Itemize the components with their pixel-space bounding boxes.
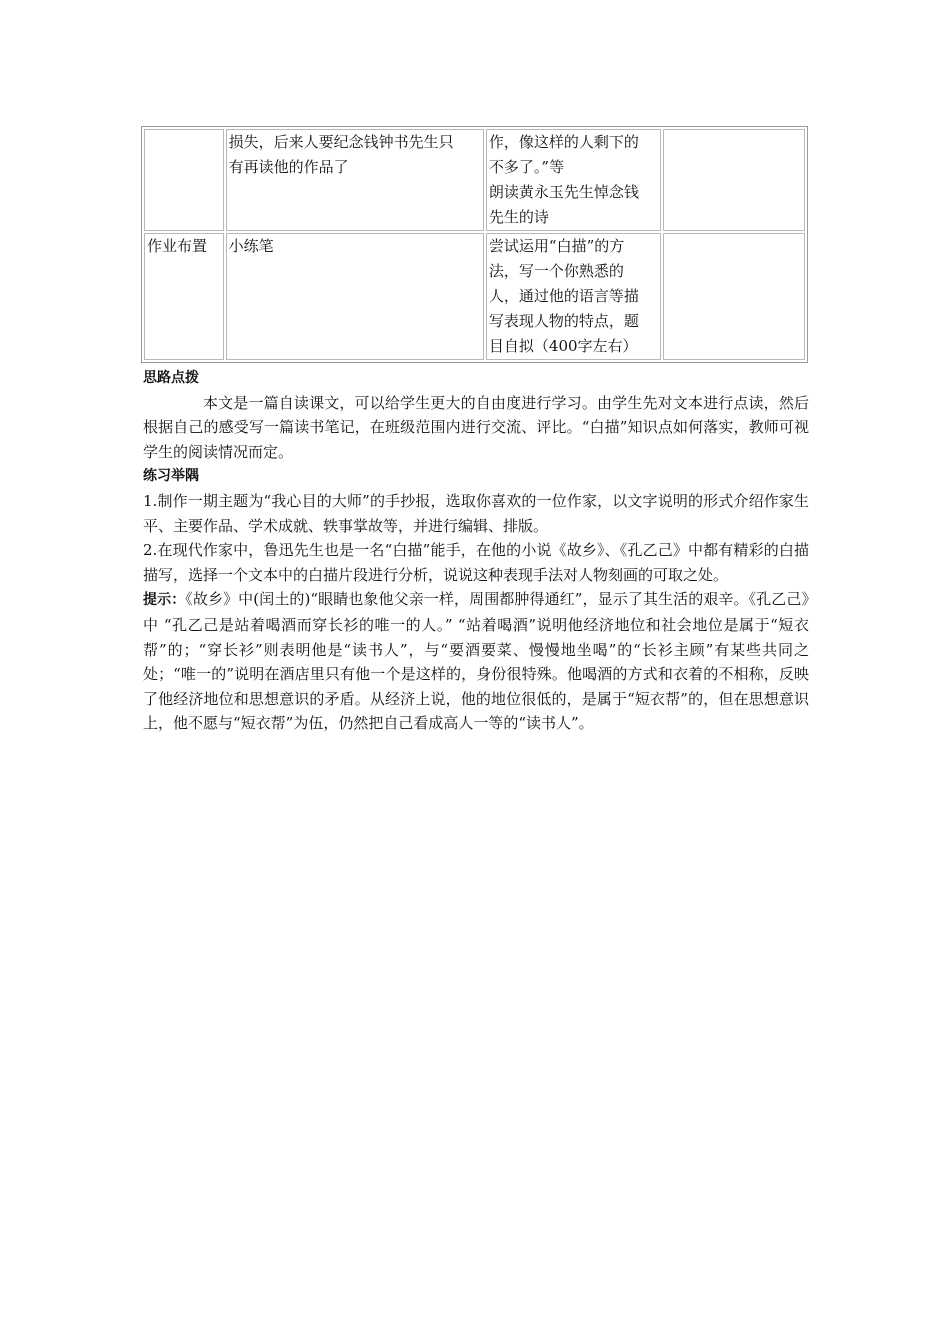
hint-label: 提示： <box>143 592 186 609</box>
cell-text-line: 朗读黄永玉先生悼念钱 <box>488 183 639 201</box>
cell-text-line: 尝试运用“白描”的方 <box>488 237 625 255</box>
cell-text-line: 写表现人物的特点，题 <box>488 312 639 330</box>
cell-text-line: 人，通过他的语言等描 <box>488 287 639 305</box>
cell-text-line: 作，像这样的人剩下的 <box>488 133 639 151</box>
table-cell-activity <box>486 233 661 360</box>
thinking-paragraph: 本文是一篇自读课文，可以给学生更大的自由度进行学习。由学生先对文本进行点读，然后根据自己的感受写一篇读书笔记，在班级范围内进行交流、评比。“白描”知识点如何落实，教师可视学生的阅读情况而定。 <box>143 393 809 461</box>
table-row <box>144 233 805 360</box>
table-cell-section <box>144 129 224 231</box>
cell-text-line: 小练笔 <box>228 237 274 255</box>
table-cell-section: 作业布置 <box>144 233 224 360</box>
table-row <box>144 129 805 231</box>
cell-text-line: 不多了。”等 <box>488 158 565 176</box>
practice-item-1: 1.制作一期主题为“我心目的大师”的手抄报，选取你喜欢的一位作家，以文字说明的形式介绍作家生平、主要作品、学术成就、轶事掌故等，并进行编辑、排版。 <box>143 491 809 535</box>
cell-text-line: 损失，后来人要纪念钱钟书先生只 <box>228 133 454 151</box>
cell-text-line: 法，写一个你熟悉的 <box>488 262 624 280</box>
section-heading-practice: 练习举隅 <box>143 468 199 485</box>
hint-paragraph <box>143 587 809 736</box>
table-cell-activity <box>486 129 661 231</box>
cell-text-line: 先生的诗 <box>488 208 549 226</box>
document-body <box>143 366 809 736</box>
practice-item-2: 2.在现代作家中，鲁迅先生也是一名“白描”能手，在他的小说《故乡》、《孔乙己》中都有精彩的白描描写，选择一个文本中的白描片段进行分析，说说这种表现手法对人物刻画的可取之处。 <box>143 541 809 584</box>
cell-text-line: 有再读他的作品了 <box>228 158 349 176</box>
table-cell-notes <box>663 129 805 231</box>
table-cell-content <box>226 129 484 231</box>
table-cell-content <box>226 233 484 360</box>
section-heading-thinking: 思路点拨 <box>143 370 199 386</box>
cell-text-line: 目自拟（400字左右） <box>488 337 638 355</box>
lesson-plan-table <box>141 126 808 363</box>
table-cell-notes <box>663 233 805 360</box>
hint-text: 《故乡》中(闰土的)“眼睛也象他父亲一样，周围都肿得通红”，显示了其生活的艰辛。《孔乙己》中 “孔乙己是站着喝酒而穿长衫的唯一的人。” “站着喝酒”说明他经济地位和社会地位是属于“短衣帮”的；“穿长衫”则表明他是“读书人”，与“要酒要菜、慢慢地坐喝”的“长衫主顾”有某些共同之处；“唯一的”说明在酒店里只有他一个是这样的，身份很特殊。他喝酒的方式和衣着的不相称，反映了他经济地位和思想意识的矛盾。从经济上说，他的地位很低的，是属于“短衣帮”的，但在思想意识上，他不愿与“短衣帮”为伍，仍然把自己看成高人一等的“读书人”。 <box>143 590 810 733</box>
